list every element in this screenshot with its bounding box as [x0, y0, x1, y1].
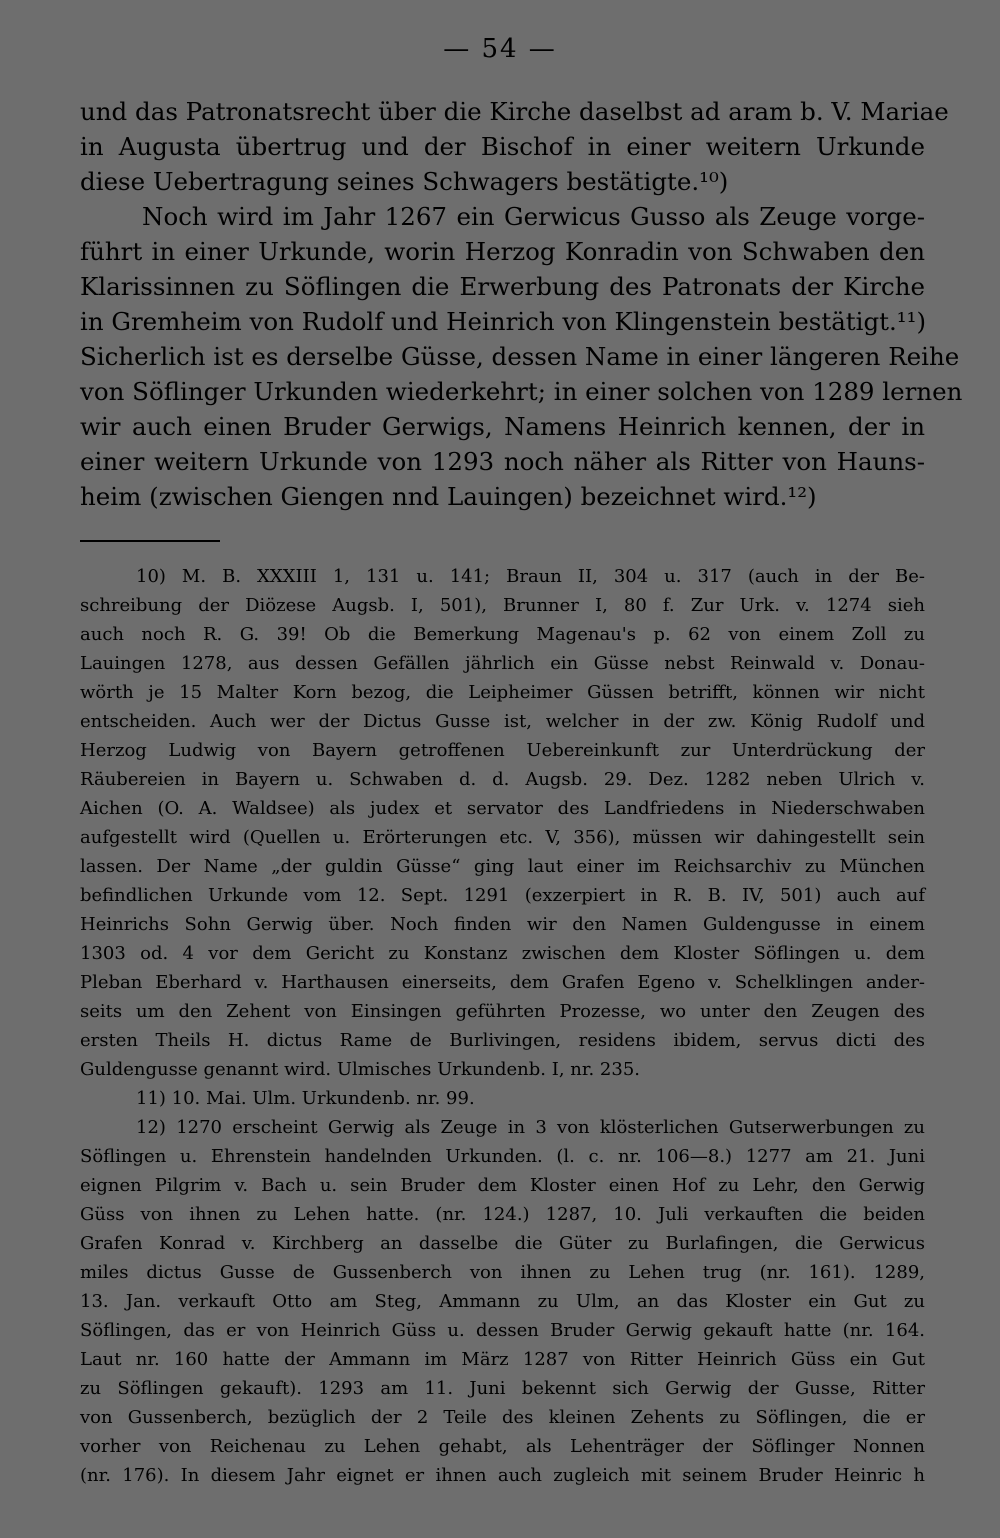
footnote-line: auch noch R. G. 39! Ob die Bemerkung Magenau's p. 62 von einem Zoll zu: [80, 624, 925, 645]
text-line: Noch wird im Jahr 1267 ein Gerwicus Gusso als Zeuge vorge-: [142, 202, 925, 231]
footnote-line: Laut nr. 160 hatte der Ammann im März 1287 von Ritter Heinrich Güss ein Gut: [80, 1349, 925, 1370]
page-number: — 54 —: [443, 34, 557, 64]
footnote-line: 10) M. B. XXXIII 1, 131 u. 141; Braun II, 304 u. 317 (auch in der Be-: [136, 566, 925, 587]
text-line: von Söflinger Urkunden wiederkehrt; in einer solchen von 1289 lernen: [80, 377, 963, 406]
text-line: führt in einer Urkunde, worin Herzog Konradin von Schwaben den: [80, 237, 925, 266]
footnote-line: aufgestellt wird (Quellen u. Erörterungen etc. V, 356), müssen wir dahingestellt sein: [80, 827, 925, 848]
footnote-line: vorher von Reichenau zu Lehen gehabt, als Lehenträger der Söflinger Nonnen: [80, 1436, 925, 1457]
footnote-line: zu Söflingen gekauft). 1293 am 11. Juni bekennt sich Gerwig der Gusse, Ritter: [80, 1378, 925, 1399]
text-line: in Gremheim von Rudolf und Heinrich von Klingenstein bestätigt.¹¹): [80, 307, 927, 336]
footnote-line: schreibung der Diözese Augsb. I, 501), Brunner I, 80 f. Zur Urk. v. 1274 sieh: [80, 595, 925, 616]
footnote-line: Pleban Eberhard v. Harthausen einerseits, dem Grafen Egeno v. Schelklingen ander-: [80, 972, 925, 993]
text-line: Klarissinnen zu Söflingen die Erwerbung des Patronats der Kirche: [80, 272, 925, 301]
footnote-line: 12) 1270 erscheint Gerwig als Zeuge in 3 von klösterlichen Gutserwerbungen zu: [136, 1117, 925, 1138]
text-line: wir auch einen Bruder Gerwigs, Namens Heinrich kennen, der in: [80, 412, 925, 441]
footnote-line: Räubereien in Bayern u. Schwaben d. d. Augsb. 29. Dez. 1282 neben Ulrich v.: [80, 769, 925, 790]
footnote-line: Heinrichs Sohn Gerwig über. Noch finden wir den Namen Guldengusse in einem: [80, 914, 925, 935]
text-line: heim (zwischen Giengen nnd Lauingen) bezeichnet wird.¹²): [80, 482, 817, 511]
footnote-divider: [80, 540, 220, 542]
text-line: Sicherlich ist es derselbe Güsse, dessen Name in einer längeren Reihe: [80, 342, 960, 371]
footnote-line: miles dictus Gusse de Gussenberch von ihnen zu Lehen trug (nr. 161). 1289,: [80, 1262, 925, 1283]
footnote-line: Lauingen 1278, aus dessen Gefällen jährlich ein Güsse nebst Reinwald v. Donau-: [80, 653, 925, 674]
text-line: in Augusta übertrug und der Bischof in einer weitern Urkunde: [80, 132, 925, 161]
footnote-line: Guldengusse genannt wird. Ulmisches Urkundenb. I, nr. 235.: [80, 1059, 641, 1080]
footnote-line: 13. Jan. verkauft Otto am Steg, Ammann zu Ulm, an das Kloster ein Gut zu: [80, 1291, 925, 1312]
text-line: einer weitern Urkunde von 1293 noch näher als Ritter von Hauns-: [80, 447, 925, 476]
footnote-line: wörth je 15 Malter Korn bezog, die Leipheimer Güssen betrifft, können wir nicht: [80, 682, 925, 703]
footnote-line: befindlichen Urkunde vom 12. Sept. 1291 (exzerpiert in R. B. IV, 501) auch auf: [80, 885, 925, 906]
footnote-line: ersten Theils H. dictus Rame de Burlivingen, residens ibidem, servus dicti des: [80, 1030, 925, 1051]
footnote-line: Güss von ihnen zu Lehen hatte. (nr. 124.) 1287, 10. Juli verkauften die beiden: [80, 1204, 925, 1225]
footnote-line: (nr. 176). In diesem Jahr eignet er ihnen auch zugleich mit seinem Bruder Heinric h: [80, 1465, 925, 1486]
footnote-line: eignen Pilgrim v. Bach u. sein Bruder dem Kloster einen Hof zu Lehr, den Gerwig: [80, 1175, 925, 1196]
footnote-line: Aichen (O. A. Waldsee) als judex et servator des Landfriedens in Niederschwaben: [80, 798, 925, 819]
footnote-line: seits um den Zehent von Einsingen geführten Prozesse, wo unter den Zeugen des: [80, 1001, 925, 1022]
footnote-line: Grafen Konrad v. Kirchberg an dasselbe die Güter zu Burlafingen, die Gerwicus: [80, 1233, 925, 1254]
footnote-line: entscheiden. Auch wer der Dictus Gusse ist, welcher in der zw. König Rudolf und: [80, 711, 925, 732]
footnote-line: von Gussenberch, bezüglich der 2 Teile des kleinen Zehents zu Söflingen, die er: [80, 1407, 925, 1428]
footnote-line: Söflingen u. Ehrenstein handelnden Urkunden. (l. c. nr. 106—8.) 1277 am 21. Juni: [80, 1146, 925, 1167]
footnote-line: 1303 od. 4 vor dem Gericht zu Konstanz zwischen dem Kloster Söflingen u. dem: [80, 943, 925, 964]
main-text: [80, 94, 963, 514]
footnote-line: Herzog Ludwig von Bayern getroffenen Uebereinkunft zur Unterdrückung der: [80, 740, 925, 761]
text-line: und das Patronatsrecht über die Kirche daselbst ad aram b. V. Mariae: [80, 97, 949, 126]
text-line: diese Uebertragung seines Schwagers bestätigte.¹⁰): [80, 167, 729, 196]
footnote-line: lassen. Der Name „der guldin Güsse“ ging laut einer im Reichsarchiv zu München: [80, 856, 925, 877]
footnote-line: Söflingen, das er von Heinrich Güss u. dessen Bruder Gerwig gekauft hatte (nr. 164.: [80, 1320, 925, 1341]
footnotes: [80, 562, 925, 1490]
footnote-line: 11) 10. Mai. Ulm. Urkundenb. nr. 99.: [136, 1088, 475, 1109]
